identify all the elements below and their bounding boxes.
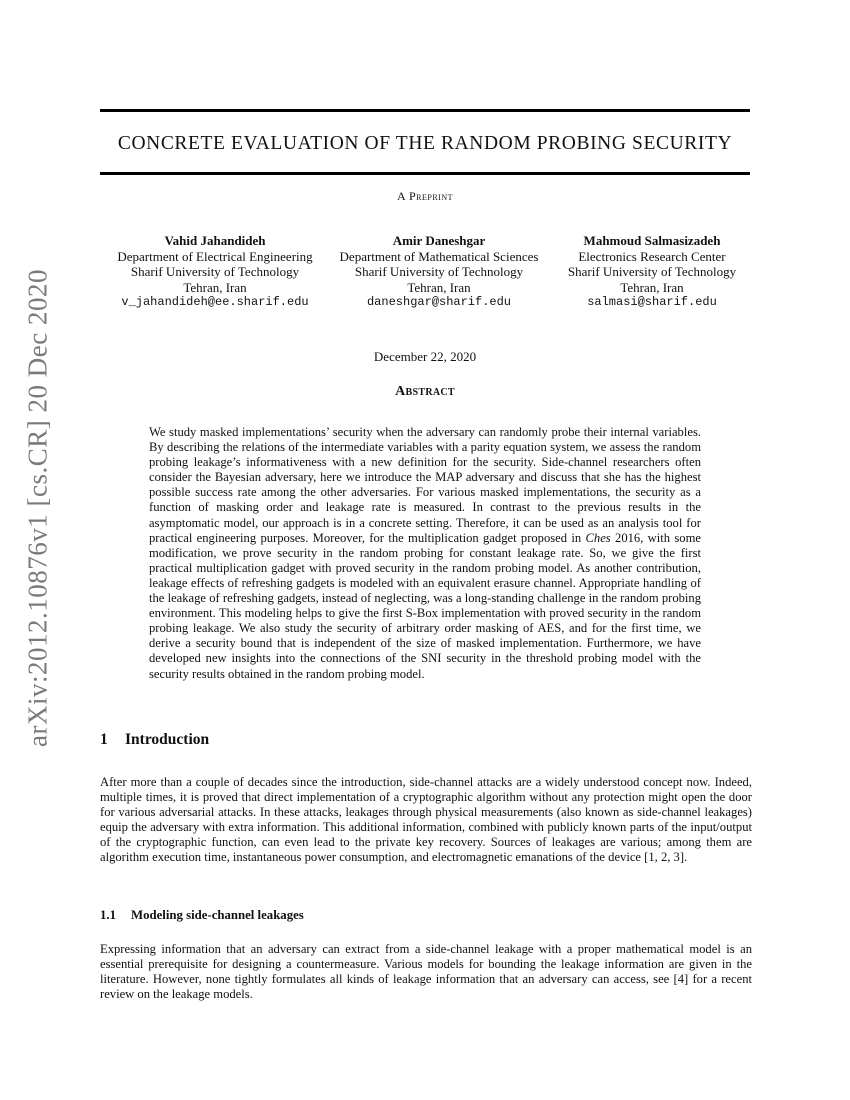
author-university: Sharif University of Technology: [130, 264, 300, 279]
abstract-ches-venue: Ches: [585, 530, 611, 545]
author-email[interactable]: v_jahandideh@ee.sharif.edu: [121, 295, 309, 309]
author-2: [340, 233, 539, 311]
abstract-body: [149, 425, 701, 682]
author-email[interactable]: salmasi@sharif.edu: [587, 295, 717, 309]
author-3: [568, 233, 736, 311]
author-location: Tehran, Iran: [620, 279, 684, 295]
author-block: [100, 233, 750, 313]
publication-date: December 22, 2020: [373, 349, 477, 364]
author-location: Tehran, Iran: [183, 279, 247, 295]
modeling-paragraph: Expressing information that an adversary can extract from a side-channel leakage with a proper mathematical model is an essential prerequisite for designing a countermeasure. Various models for bounding the leakage information are given in the literature. However, none tightly formulates all kinds of leakage information that an adversary can access, see [4] for a recent review on the leakage models.: [100, 942, 752, 1002]
author-name: Mahmoud Salmasizadeh: [583, 233, 721, 248]
preprint-label: A Preprint: [396, 189, 453, 203]
title-bottom-rule: [100, 172, 750, 175]
author-location: Tehran, Iran: [407, 279, 471, 295]
abstract-text-part-1: We study masked implementations’ security when the adversary can randomly probe their internal variables. By describing the relations of the intermediate variables with a parity equation system, we assess the random probing leakage’s informativeness with a new definition for the security. Side-channel researchers often consider the Bayesian adversary, here we introduce the MAP adversary and discuss that she has the highest possible success rate among the other adversaries. For various masked implementations, the security as a function of masking order and leakage rate is measured. In contrast to the previous results in the asymptomatic model, our approach is in a concrete setting. Therefore, it can be used as an analysis tool for practical engineering purposes. Moreover, for the multiplication gadget proposed in: [149, 425, 701, 545]
author-1: [117, 233, 312, 311]
author-name: Vahid Jahandideh: [164, 233, 266, 248]
paper-title: CONCRETE EVALUATION OF THE RANDOM PROBING SECURITY: [117, 133, 733, 154]
author-name: Amir Daneshgar: [392, 233, 486, 248]
title-top-rule: [100, 109, 750, 112]
author-university: Sharif University of Technology: [567, 264, 737, 279]
section-heading-introduction: [100, 731, 209, 749]
subsection-title: Modeling side-channel leakages: [131, 908, 304, 922]
section-number: 1: [100, 731, 108, 748]
abstract-heading: Abstract: [395, 384, 455, 399]
section-title: Introduction: [125, 731, 210, 748]
author-department: Electronics Research Center: [578, 248, 726, 264]
author-university: Sharif University of Technology: [354, 264, 524, 279]
author-department: Department of Electrical Engineering: [117, 248, 313, 264]
subsection-number: 1.1: [100, 908, 116, 922]
arxiv-identifier-text: arXiv:2012.10876v1 [cs.CR] 20 Dec 2020: [22, 269, 53, 747]
abstract-text-part-2: 2016, with some modification, we prove security in the random probing for constant leakage rate. So, we give the first practical multiplication gadget with proved security in the random probing model. As another contribution, leakage effects of refreshing gadgets is modeled with an equivalent erasure channel. Appropriate handling of the leakage of refreshing gadgets, instead of neglecting, was a long-standing challenge in the random probing environment. This modeling helps to give the first S-Box implementation with proved security in the random probing leakage. We also study the security of arbitrary order masking of AES, and for the first time, we derive a security bound that is independent of the size of masked implementation. Furthermore, we have developed new insights into the connections of the SNI security in the threshold probing model with the security results obtained in the random probing model.: [149, 530, 701, 681]
subsection-heading-modeling: [100, 908, 304, 923]
author-email[interactable]: daneshgar@sharif.edu: [366, 295, 512, 309]
author-department: Department of Mathematical Sciences: [339, 248, 539, 264]
introduction-paragraph: After more than a couple of decades since the introduction, side-channel attacks are a widely understood concept now. Indeed, multiple times, it is proved that direct implementation of a cryptographic algorithm without any protection might open the door for various adversarial attacks. In these attacks, leakages through physical measurements (also known as side-channel leakages) equip the adversary with extra information. This additional information, combined with publicly known parts of the input/output of the cryptographic function, can even lead to the private key recovery. Sources of leakages are various; among them are algorithm execution time, instantaneous power consumption, and electromagnetic emanations of the device [1, 2, 3].: [100, 775, 752, 865]
